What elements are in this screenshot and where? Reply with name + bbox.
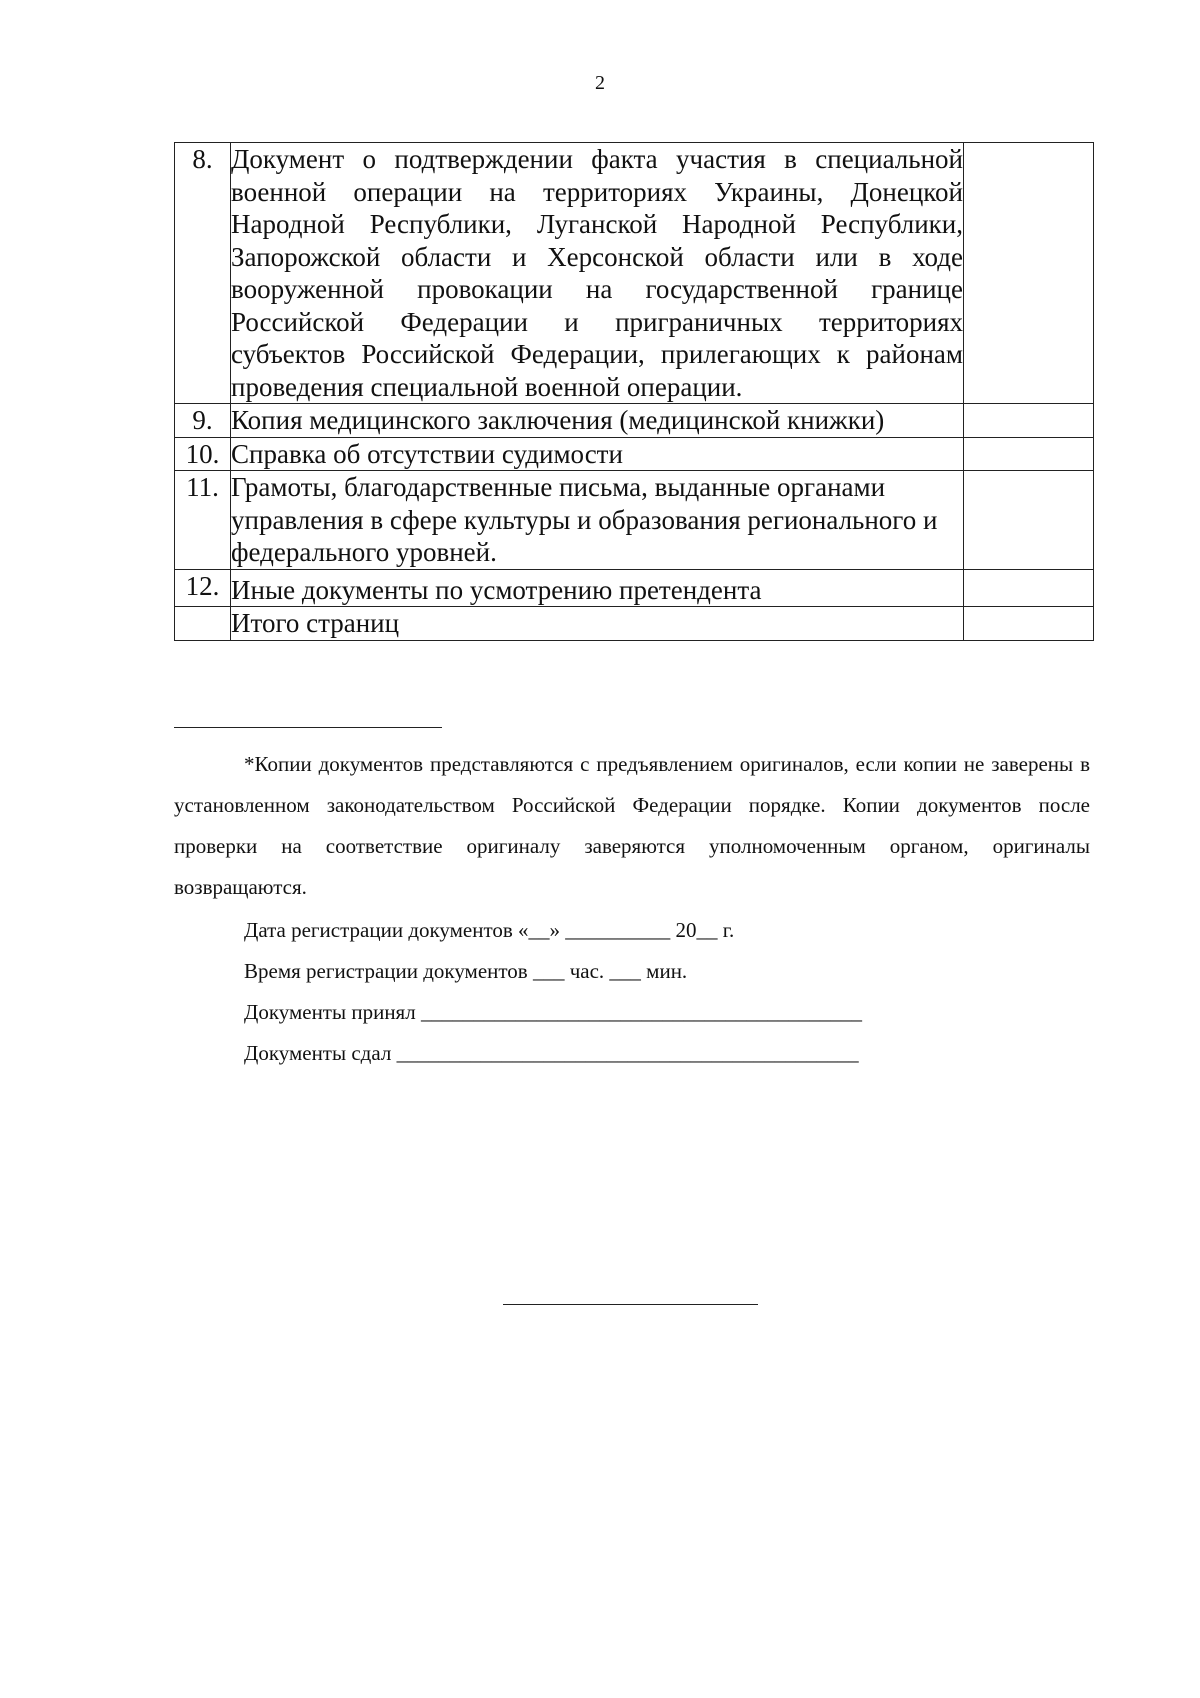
footnote-text: *Копии документов представляются с предъявлением оригиналов, если копии не заверены в установленном законодательством Российской Федерации порядке. Копии документов после проверки на соответствие оригиналу заверяются уполномоченным органом, оригиналы возвращаются. xyxy=(174,752,1090,899)
row-number: 10. xyxy=(175,437,231,471)
row-number: 9. xyxy=(175,404,231,438)
row-number: 12. xyxy=(175,569,231,607)
table-row xyxy=(175,471,1094,570)
row-text: Иные документы по усмотрению претендента xyxy=(231,569,964,607)
row-text: Справка об отсутствии судимости xyxy=(231,437,964,471)
row-text: Грамоты, благодарственные письма, выданные органами управления в сфере культуры и образования регионального и федерального уровней. xyxy=(231,471,964,570)
documents-submitted-line: Документы сдал ____________________________________________ xyxy=(244,1041,859,1065)
row-number xyxy=(175,607,231,641)
row-mark-cell xyxy=(964,607,1094,641)
documents-accepted-line: Документы принял __________________________________________ xyxy=(244,1000,862,1024)
table-row xyxy=(175,569,1094,607)
row-mark-cell xyxy=(964,143,1094,404)
footnote-separator xyxy=(174,727,442,728)
row-text: Документ о подтверждении факта участия в специальной военной операции на территориях Украины, Донецкой Народной Республики, Луганской Народной Республики, Запорожской области и Херсонской области или в ходе вооруженной провокации на государственной границе Российской Федерации и приграничных территориях субъектов Российской Федерации, прилегающих к районам проведения специальной военной операции. xyxy=(231,144,963,402)
registration-time-line: Время регистрации документов ___ час. ___ мин. xyxy=(244,959,688,983)
table-row xyxy=(175,404,1094,438)
row-number: 11. xyxy=(175,471,231,570)
row-mark-cell xyxy=(964,404,1094,438)
documents-table xyxy=(174,142,1094,641)
table-row-total xyxy=(175,607,1094,641)
registration-date-line: Дата регистрации документов «__» __________ 20__ г. xyxy=(244,918,735,942)
row-number: 8. xyxy=(175,143,231,404)
row-text: Итого страниц xyxy=(231,607,964,641)
row-text: Копия медицинского заключения (медицинской книжки) xyxy=(231,404,964,438)
table-row xyxy=(175,437,1094,471)
page-number: 2 xyxy=(595,72,605,94)
row-mark-cell xyxy=(964,471,1094,570)
table-row xyxy=(175,143,1094,404)
closing-separator xyxy=(503,1304,758,1305)
row-mark-cell xyxy=(964,437,1094,471)
row-mark-cell xyxy=(964,569,1094,607)
footnote xyxy=(174,744,1090,908)
